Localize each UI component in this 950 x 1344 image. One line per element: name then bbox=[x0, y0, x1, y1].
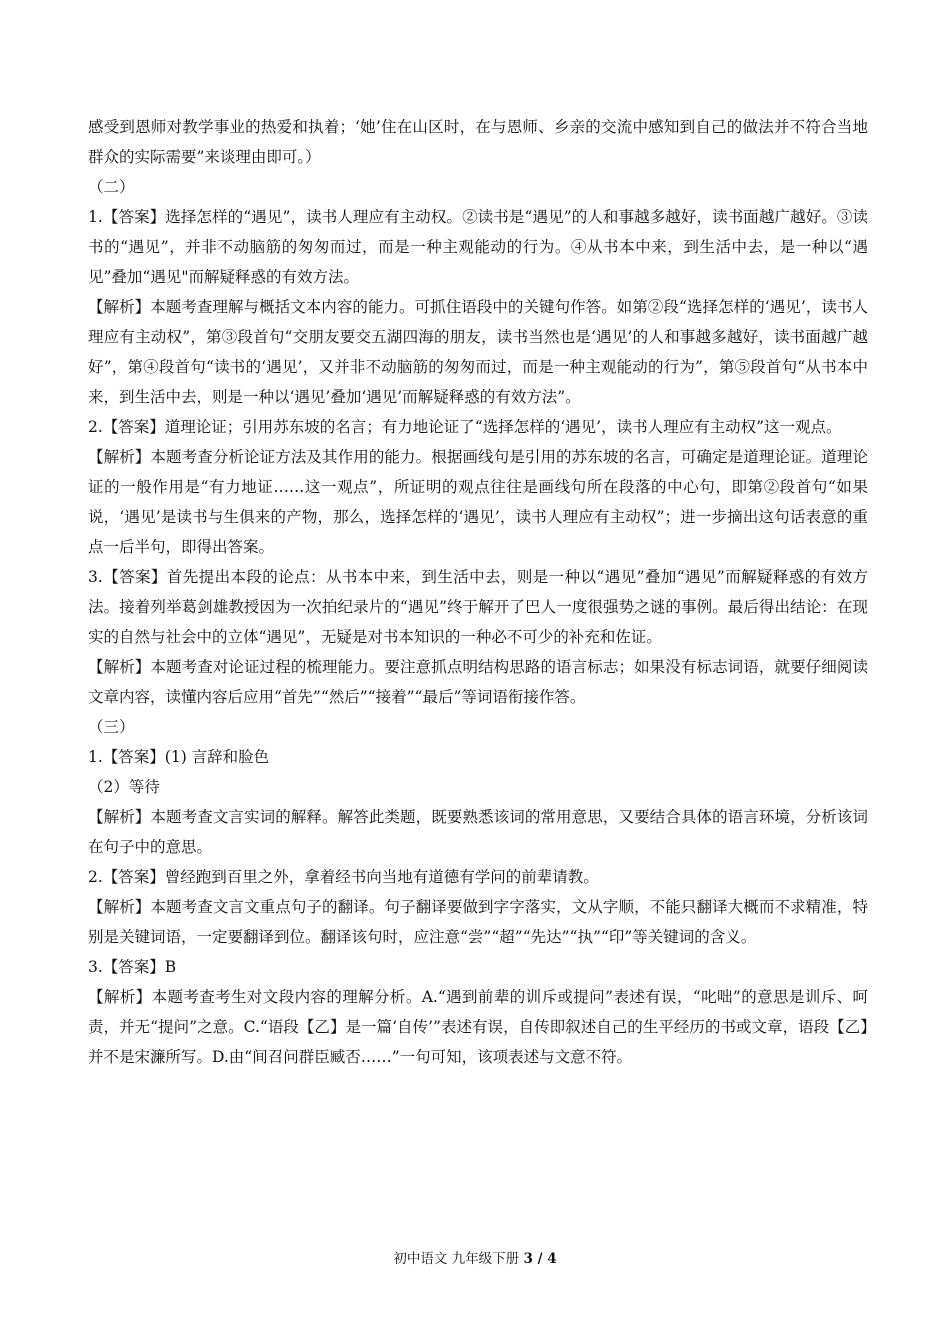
answer-paragraph: 2.【答案】曾经跑到百里之外，拿着经书向当地有道德有学问的前辈请教。 bbox=[88, 868, 599, 886]
section-heading: （二） bbox=[88, 178, 135, 196]
answer-paragraph: 2.【答案】道理论证；引用苏东坡的名言；有力地论证了“选择怎样的‘遇见’，读书人理应有主动权”这一观点。 bbox=[88, 418, 842, 436]
answer-paragraph: 3.【答案】B bbox=[88, 958, 177, 976]
answer-paragraph: 3.【答案】首先提出本段的论点：从书本中来，到生活中去，则是一种以“遇见”叠加“遇见”而解疑释惑的有效方法。接着列举葛剑雄教授因为一次拍纪录片的“遇见”终于解开了巴人一度很强势之谜的事例。最后得出结论：在现实的自然与社会中的立体“遇见”，无疑是对书本知识的一种必不可少的补充和佐证。 bbox=[88, 568, 868, 646]
analysis-paragraph: 【解析】本题考查理解与概括文本内容的能力。可抓住语段中的关键句作答。如第②段“选择怎样的‘遇见’，读书人理应有主动权”，第③段首句“交朋友要交五湖四海的朋友，读书当然也是‘遇见’的人和事越多越好，读书面越广越好”，第④段首句“读书的‘遇见’，又并非不动脑筋的匆匆而过，而是一种主观能动的行为”，第⑤段首句“从书本中来，到生活中去，则是一种以‘遇见’叠加‘遇见’而解疑释惑的有效方法”。 bbox=[88, 298, 868, 406]
answer-paragraph: 1.【答案】选择怎样的“遇见”，读书人理应有主动权。②读书是“遇见”的人和事越多越好，读书面越广越好。③读书的“遇见”，并非不动脑筋的匆匆而过，而是一种主观能动的行为。④从书本中来，到生活中去，是一种以“遇见”叠加“遇见"而解疑释惑的有效方法。 bbox=[88, 208, 868, 286]
section-heading: （三） bbox=[88, 718, 135, 736]
analysis-paragraph: 【解析】本题考查文言文重点句子的翻译。句子翻译要做到字字落实，文从字顺，不能只翻译大概而不求精准，特别是关键词语，一定要翻译到位。翻译该句时，应注意“尝”“超”“先达”“执”“印”等关键词的含义。 bbox=[88, 898, 868, 946]
analysis-paragraph: 【解析】本题考查考生对文段内容的理解分析。A.“遇到前辈的训斥或提问”表述有误，“叱咄”的意思是训斥、呵责，并无“提问”之意。C.“语段【乙】是一篇‘自传’”表述有误，自传即叙述自己的生平经历的书或文章，语段【乙】并不是宋濂所写。D.由“间召问群臣臧否……”一句可知，该项表述与文意不符。 bbox=[88, 988, 868, 1066]
analysis-paragraph: 【解析】本题考查对论证过程的梳理能力。要注意抓点明结构思路的语言标志；如果没有标志词语，就要仔细阅读文章内容，读懂内容后应用“首先”“然后”“接着”“最后”等词语衔接作答。 bbox=[88, 658, 868, 706]
answer-paragraph: 1.【答案】(1) 言辞和脸色 bbox=[88, 748, 270, 766]
analysis-paragraph: 【解析】本题考查文言实词的解释。解答此类题，既要熟悉该词的常用意思，又要结合具体的语言环境，分析该词在句子中的意思。 bbox=[88, 808, 868, 856]
answer-subitem: （2）等待 bbox=[88, 778, 160, 796]
page-footer bbox=[0, 1247, 950, 1267]
paragraph: 感受到恩师对教学事业的热爱和执着；‘她’住在山区时，在与恩师、乡亲的交流中感知到自己的做法并不符合当地群众的实际需要”来谈理由即可。） bbox=[88, 118, 868, 166]
page-number: 3 / 4 bbox=[523, 1251, 557, 1267]
footer-label: 初中语文 九年级下册 bbox=[393, 1251, 524, 1267]
analysis-paragraph: 【解析】本题考查分析论证方法及其作用的能力。根据画线句是引用的苏东坡的名言，可确定是道理论证。道理论证的一般作用是“有力地证……这一观点”，所证明的观点往往是画线句所在段落的中心句，即第②段首句“如果说，‘遇见’是读书与生俱来的产物，那么，选择怎样的‘遇见’，读书人理应有主动权”；进一步摘出这句话表意的重点一后半句，即得出答案。 bbox=[88, 448, 868, 556]
document-body bbox=[88, 112, 868, 1072]
